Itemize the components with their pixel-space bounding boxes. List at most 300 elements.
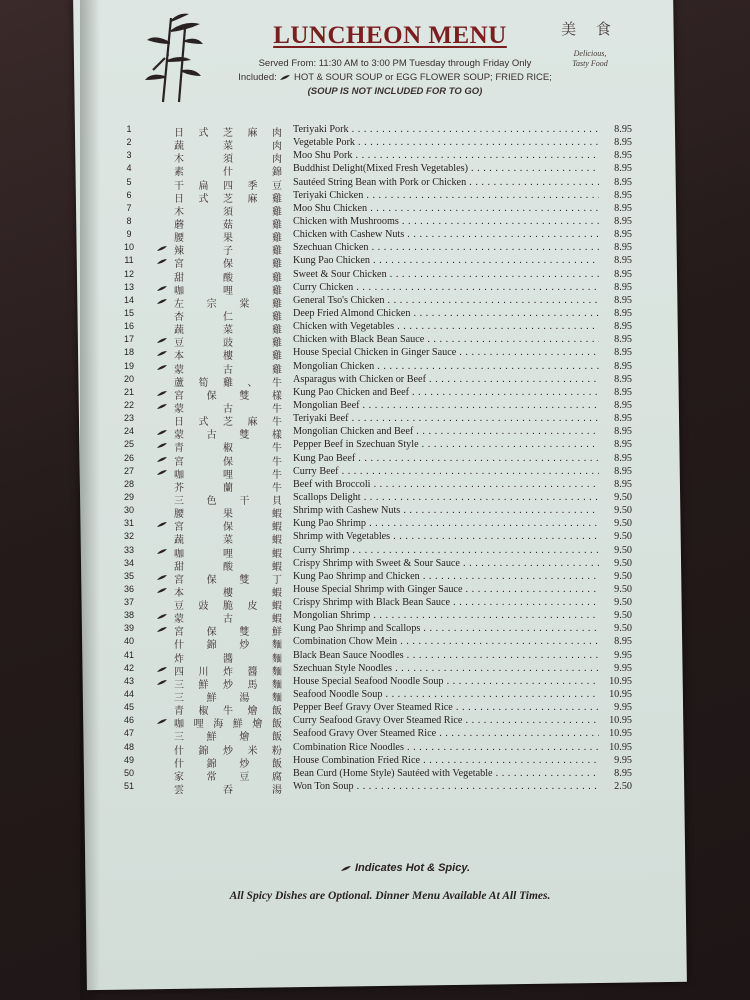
item-number: 27 [123,465,134,476]
item-price: 8.95 [614,255,632,267]
chinese-character: 醬 [223,653,233,665]
item-price: 9.95 [614,662,632,674]
chinese-character: 須 [223,206,233,218]
item-name: Mongolian Shrimp . . . [293,610,599,621]
chinese-character: 咖 [174,548,184,560]
menu-item-row [0,571,750,584]
menu-item-row [0,216,750,229]
chinese-character: 辣 [174,246,184,258]
item-price: 8.95 [614,767,632,779]
item-price: 8.95 [614,373,632,385]
menu-item-row [0,374,750,387]
chinese-character: 芥 [174,482,184,494]
menu-item-row [0,610,750,626]
chili-pepper-icon [156,390,168,397]
chinese-character: 雞 [272,351,282,363]
chili-pepper-icon [156,298,168,305]
chinese-character: 扁 [198,180,209,192]
menu-item-row [0,650,750,663]
item-number: 4 [126,163,132,174]
item-number: 32 [123,531,134,542]
chinese-character: 芝 [223,417,233,429]
chinese-character: 甜 [174,272,184,284]
item-number: 21 [123,386,134,397]
chinese-character: 雞 [272,246,282,258]
item-number: 41 [123,649,134,660]
item-name: Mongolian Chicken and Beef . . . [293,426,599,437]
item-number: 36 [123,583,134,594]
chinese-character: 干 [239,495,250,507]
chinese-character: 腐 [271,771,282,783]
menu-item-row [0,742,750,755]
item-price: 9.50 [614,544,632,556]
chinese-character: 椒 [223,443,233,455]
chinese-character: 果 [223,233,233,245]
chinese-character: 子 [223,246,233,258]
item-number: 17 [123,334,134,345]
chinese-character: 蒙 [174,430,184,442]
item-price: 8.95 [614,242,632,254]
item-price: 8.95 [614,281,632,293]
chinese-character: 古 [223,614,233,626]
chinese-character: 燴 [247,706,258,718]
chinese-character: 蝦 [272,535,282,547]
item-name: Szechuan Chicken . . . [293,242,599,253]
item-name: Won Ton Soup . . . [293,781,599,792]
chinese-character: 錦 [206,758,217,770]
menu-item-row [0,387,750,400]
item-number: 20 [123,373,134,384]
chinese-character: 麵 [272,653,282,665]
chinese-character: 家 [174,771,184,783]
chinese-character: 雞 [272,219,282,231]
chinese-character: 雞 [271,298,282,310]
item-price: 10.95 [609,728,632,740]
chinese-character: 蔬 [174,141,184,153]
item-price: 8.95 [614,386,632,398]
item-price: 8.95 [614,334,632,346]
menu-item-row [0,177,750,190]
item-name: Szechuan Style Noodles . . . [293,663,599,674]
item-number: 10 [123,242,134,253]
chinese-character: 雞 [272,193,282,205]
menu-item-row [0,492,750,505]
chinese-character: 豆 [272,180,282,192]
item-number: 19 [123,360,134,371]
item-number: 37 [123,597,134,608]
chinese-character: 鮮 [198,679,209,691]
chinese-character: 川 [198,666,209,678]
item-price: 9.50 [614,623,632,635]
chinese-character: 哩 [223,469,233,481]
chinese-character: 酸 [223,272,233,284]
chinese-character: 木 [174,206,184,218]
item-price: 10.95 [609,741,632,753]
item-number: 6 [126,189,132,200]
item-price: 8.95 [614,478,632,490]
item-name: Teriyaki Beef . . . [293,413,599,424]
chinese-character: 麻 [247,128,258,139]
chinese-character: 吞 [223,785,233,797]
chinese-character: 飯 [271,719,282,731]
item-price: 8.95 [614,636,632,648]
chinese-character: 菜 [223,325,233,337]
item-name: Chicken with Vegetables . . . [293,321,599,332]
item-price: 8.95 [614,399,632,411]
item-number: 11 [124,255,134,266]
item-number: 34 [123,557,134,568]
item-name: Deep Fried Almond Chicken . . . [293,308,599,319]
chinese-character: 麻 [247,417,258,429]
menu-item-row [0,518,750,534]
chinese-character: 馬 [247,679,258,691]
item-number: 30 [123,505,134,516]
item-name: Curry Chicken . . . [293,282,599,293]
seal-subtitle-2: Tasty Food [572,59,608,68]
menu-item-row [0,308,750,321]
item-price: 9.95 [614,702,632,714]
item-name: Black Bean Sauce Noodles . . . [293,650,599,661]
chinese-character: 古 [206,430,217,442]
chinese-character: 色 [206,495,217,507]
chinese-character: 飯 [271,758,282,770]
menu-item-row [0,676,750,689]
item-price: 8.95 [614,268,632,280]
menu-item-row [0,623,750,639]
chinese-character: 牛 [272,469,282,481]
menu-item-row [0,584,750,597]
item-number: 49 [123,754,134,765]
chinese-character: 燴 [252,719,263,731]
chili-pepper-icon [156,613,168,620]
chili-pepper-icon [156,258,168,265]
menu-item-row [0,190,750,203]
chinese-character: 蒙 [174,614,184,626]
chili-pepper-icon [279,74,291,81]
chinese-name [174,781,282,796]
item-name: Mongolian Beef . . . [293,400,599,411]
item-name: Kung Pao Chicken and Beef . . . [293,387,599,398]
menu-item-row [0,728,750,744]
chinese-character: 常 [206,771,217,783]
spicy-legend [180,862,630,874]
item-number: 29 [123,491,134,502]
chinese-character: 雙 [239,627,250,639]
chinese-character: 牛 [272,417,282,429]
item-price: 9.50 [614,583,632,595]
chinese-character: 本 [174,587,184,599]
chili-pepper-icon [156,587,168,594]
chinese-character: 豉 [198,601,209,613]
item-price: 8.95 [614,229,632,241]
item-number: 46 [123,715,134,726]
chinese-character: 日 [174,128,184,139]
menu-item-row [0,229,750,245]
chinese-character: 古 [223,364,233,376]
chinese-character: 雞 [223,377,233,389]
chinese-character: 錦 [272,167,282,179]
item-price: 8.95 [614,215,632,227]
chinese-character: 咖 [174,469,184,481]
menu-item-row [0,282,750,295]
item-price: 9.50 [614,570,632,582]
chinese-character: 牛 [272,443,282,455]
chinese-character: 蔬 [174,325,184,337]
chinese-character: 樓 [223,587,233,599]
chili-pepper-icon [156,429,168,436]
menu-item-row [0,453,750,466]
chinese-character: 蝦 [272,561,282,573]
menu-item-row [0,269,750,282]
item-name: Curry Beef . . . [293,466,599,477]
item-price: 8.95 [614,176,632,188]
chinese-character: 芝 [223,128,233,139]
chinese-character: 雞 [272,364,282,376]
item-name: Kung Pao Shrimp and Scallops . . . [293,623,599,634]
chinese-character: 豆 [174,601,184,613]
item-name: Curry Shrimp . . . [293,545,599,556]
chinese-character: 、 [247,377,258,389]
item-name: Sautéed String Bean with Pork or Chicken . . . [293,177,599,188]
chinese-character: 蝦 [272,587,282,599]
chinese-character: 保 [223,522,233,534]
chinese-character: 肉 [272,128,282,139]
chinese-character: 肉 [272,154,282,166]
chinese-character: 麵 [272,679,282,691]
chinese-character: 什 [174,640,184,652]
item-name: Kung Pao Shrimp . . . [293,518,599,529]
item-price: 8.95 [614,294,632,306]
menu-item-row [0,361,750,374]
seal-subtitle-1: Delicious, [573,49,607,58]
chinese-character: 炒 [223,745,233,757]
item-name: Pepper Beef in Szechuan Style . . . [293,439,599,450]
chinese-character: 錦 [198,745,209,757]
legend-text: Indicates Hot & Spicy. [354,862,471,874]
item-price: 8.95 [614,163,632,175]
item-price: 8.95 [614,360,632,372]
chinese-character: 仁 [223,311,233,323]
chinese-character: 雙 [239,430,250,442]
chinese-character: 杏 [174,311,184,323]
menu-item-row [0,689,750,705]
chili-pepper-icon [156,521,168,528]
chinese-character: 甜 [174,561,184,573]
menu-item-row [0,781,750,797]
chili-pepper-icon [156,548,168,555]
included-prefix: Included: [238,72,277,83]
chinese-character: 椒 [198,706,209,718]
chinese-character: 麵 [271,693,282,705]
included-text: HOT & SOUR SOUP or EGG FLOWER SOUP; FRIED RICE; [294,72,552,83]
chinese-character: 鮮 [271,627,282,639]
item-number: 45 [123,702,134,713]
item-number: 35 [123,570,134,581]
chinese-character: 什 [174,745,184,757]
item-number: 14 [123,294,134,305]
item-number: 51 [123,781,134,792]
item-name: Teriyaki Chicken . . . [293,190,599,201]
item-number: 42 [123,662,134,673]
menu-item-row [0,400,750,413]
item-price: 8.95 [614,202,632,214]
item-number: 9 [126,229,132,240]
item-price: 8.95 [614,426,632,438]
item-number: 28 [123,478,134,489]
chinese-character: 古 [223,403,233,415]
item-name: Crispy Shrimp with Black Bean Sauce . . . [293,597,599,608]
item-price: 8.95 [614,347,632,359]
chinese-character: 素 [174,167,184,179]
chili-pepper-icon [156,337,168,344]
item-number: 43 [123,675,134,686]
menu-item-row [0,466,750,479]
menu-title: LUNCHEON MENU [273,22,507,49]
chinese-character: 豉 [223,338,233,350]
item-price: 10.95 [609,715,632,727]
menu-item-row [0,124,750,137]
item-price: 8.95 [614,124,632,135]
chili-pepper-icon [340,865,352,872]
menu-item-row [0,558,750,571]
chinese-character: 四 [223,180,233,192]
chinese-character: 錦 [206,640,217,652]
footer-note: All Spicy Dishes are Optional. Dinner Menu Available At All Times. [229,890,551,902]
chinese-character: 雞 [272,233,282,245]
chinese-character: 腰 [174,509,184,521]
menu-item-row [0,531,750,547]
item-price: 9.50 [614,531,632,543]
menu-item-row [0,334,750,350]
chinese-character: 雞 [272,259,282,271]
item-number: 3 [126,150,132,161]
item-name: House Combination Fried Rice . . . [293,755,599,766]
chinese-character: 式 [198,417,209,429]
chinese-character: 牛 [272,482,282,494]
item-name: Kung Pao Chicken . . . [293,255,599,266]
chinese-character: 雞 [272,338,282,350]
chinese-character: 雞 [272,311,282,323]
item-number: 2 [126,137,132,148]
item-name: Kung Pao Shrimp and Chicken . . . [293,571,599,582]
chinese-character: 脆 [223,601,233,613]
chinese-character: 菇 [223,219,233,231]
menu-item-row [0,663,750,676]
item-price: 8.95 [614,413,632,425]
item-number: 5 [126,176,132,187]
menu-item-row [0,755,750,768]
chinese-character: 日 [174,193,184,205]
item-price: 9.50 [614,610,632,622]
chinese-character: 丁 [271,574,282,586]
chinese-character: 式 [198,193,209,205]
item-name: Curry Seafood Gravy Over Steamed Rice . . . [293,715,599,726]
item-name: House Special Chicken in Ginger Sauce . . . [293,347,599,358]
item-name: Mongolian Chicken . . . [293,361,599,372]
chinese-character: 蝦 [272,548,282,560]
chili-pepper-icon [156,456,168,463]
item-name: Asparagus with Chicken or Beef . . . [293,374,599,385]
item-name: Teriyaki Pork . . . [293,124,599,135]
delicious-seal [560,18,620,69]
chinese-character: 飯 [271,732,282,744]
to-go-note: (SOUP IS NOT INCLUDED FOR TO GO) [307,86,483,97]
item-name: Vegetable Pork . . . [293,137,599,148]
chinese-character: 保 [223,456,233,468]
menu-item-row [0,636,750,652]
menu-item-row [0,255,750,271]
chinese-character: 腰 [174,233,184,245]
chinese-character: 宮 [174,259,184,271]
chinese-character: 粉 [272,745,282,757]
chinese-character: 保 [223,259,233,271]
chinese-character: 三 [174,693,184,705]
chinese-character: 麵 [272,666,282,678]
item-price: 10.95 [609,689,632,701]
chinese-character: 蒙 [174,403,184,415]
menu-item-row [0,295,750,308]
chinese-character: 三 [174,495,184,507]
chinese-character: 鮮 [206,732,217,744]
item-number: 1 [126,124,132,134]
chinese-character: 牛 [272,377,282,389]
chinese-character: 宗 [206,298,217,310]
menu-item-row [0,347,750,363]
item-name: House Special Seafood Noodle Soup . . . [293,676,599,687]
item-number: 8 [126,215,132,226]
menu-item-row [0,413,750,429]
chinese-character: 麻 [247,193,258,205]
item-number: 18 [123,347,134,358]
chinese-character: 宮 [174,574,184,586]
chinese-character: 湯 [239,693,250,705]
chinese-character: 雲 [174,785,184,797]
chinese-character: 貝 [271,495,282,507]
item-price: 9.95 [614,754,632,766]
item-price: 8.95 [614,150,632,162]
chinese-character: 雞 [272,285,282,297]
item-price: 9.50 [614,518,632,530]
chinese-character: 木 [174,154,184,166]
item-number: 13 [123,281,134,292]
item-name: Seafood Gravy Over Steamed Rice . . . [293,728,599,739]
item-number: 33 [123,544,134,555]
chinese-character: 牛 [223,706,233,718]
item-name: Sweet & Sour Chicken . . . [293,269,599,280]
chinese-character: 什 [174,758,184,770]
item-number: 7 [126,202,132,213]
item-name: Scallops Delight . . . [293,492,599,503]
chinese-character: 四 [174,666,184,678]
chinese-character: 蝦 [272,614,282,626]
item-name: Chicken with Black Bean Sauce . . . [293,334,599,345]
item-name: Moo Shu Pork . . . [293,150,599,161]
item-name: Crispy Shrimp with Sweet & Sour Sauce . . . [293,558,599,569]
menu-item-row [0,163,750,179]
item-number: 39 [123,623,134,634]
chinese-character: 牛 [272,403,282,415]
item-price: 9.95 [614,649,632,661]
chili-pepper-icon [156,285,168,292]
item-number: 26 [123,452,134,463]
menu-item-row [0,203,750,216]
item-number: 50 [123,767,134,778]
menu-item-row [0,426,750,442]
item-name: Shrimp with Vegetables . . . [293,531,599,542]
chinese-character: 蝦 [272,601,282,613]
menu-item-row [0,137,750,153]
chinese-character: 蝦 [272,509,282,521]
